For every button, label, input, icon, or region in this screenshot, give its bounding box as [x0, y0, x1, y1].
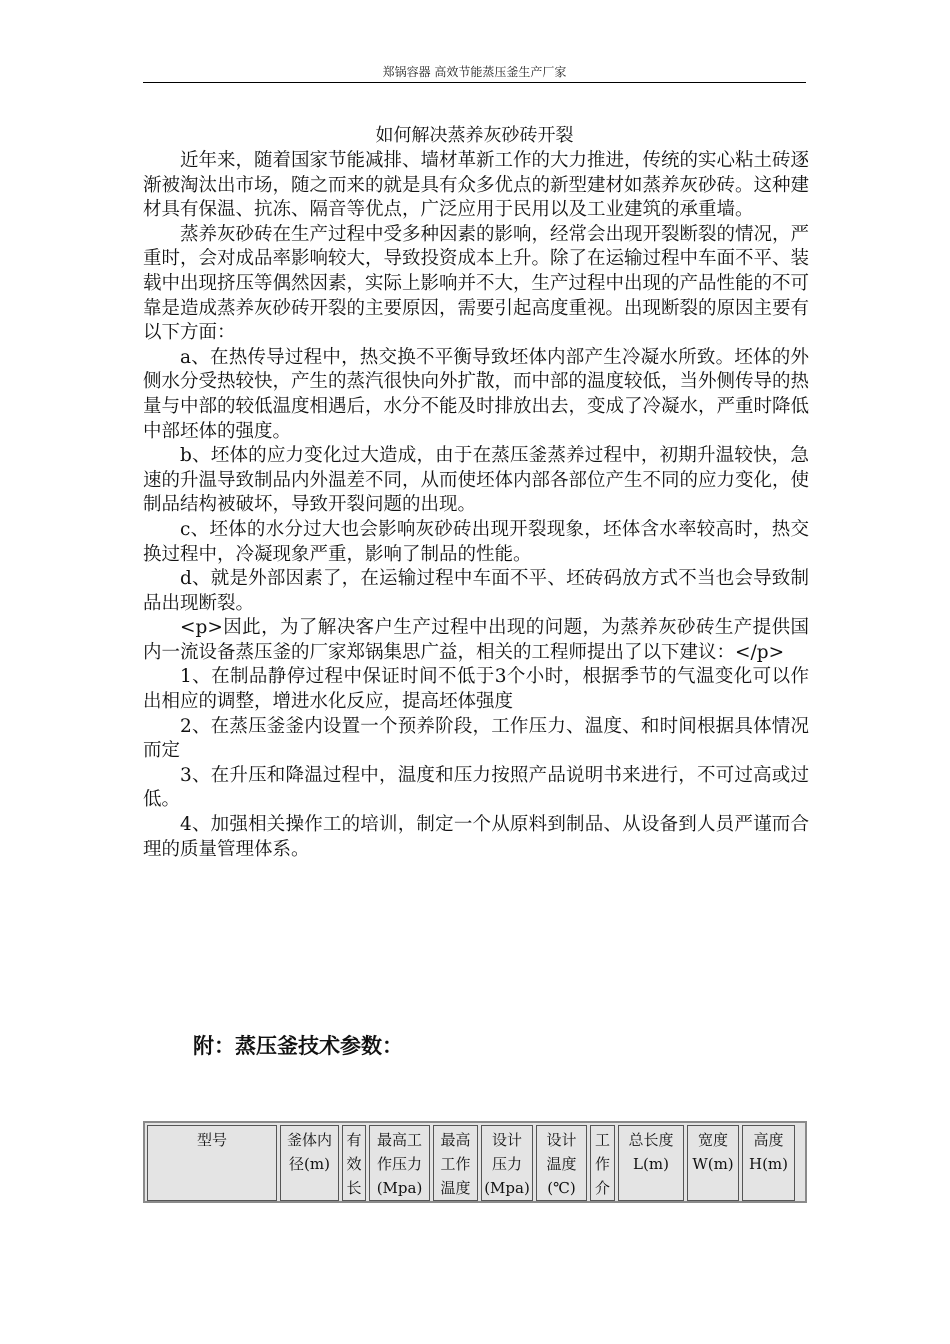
table-header-cell: [433, 1125, 478, 1201]
header-text: 设计 温度 (℃): [546, 1131, 577, 1197]
paragraph: <p>因此，为了解决客户生产过程中出现的问题，为蒸养灰砂砖生产提供国内一流设备蒸压釜的厂家郑锅集思广益，相关的工程师提出了以下建议：</p>: [143, 617, 809, 663]
spec-table: [143, 1121, 807, 1203]
header-text: 型号: [196, 1131, 227, 1149]
paragraph: d、就是外部因素了，在运输过程中车面不平、坯砖码放方式不当也会导致制品出现断裂。: [143, 568, 809, 614]
paragraph: 蒸养灰砂砖在生产过程中受多种因素的影响，经常会出现开裂断裂的情况，严重时，会对成品率影响较大，导致投资成本上升。除了在运输过程中车面不平、装载中出现挤压等偶然因素，实际上影响并不大，生产过程中出现的产品性能的不可靠是造成蒸养灰砂砖开裂的主要原因，需要引起高度重视。出现断裂的原因主要有以下方面：: [143, 223, 810, 344]
paragraph: 2、在蒸压釜釜内设置一个预养阶段，工作压力、温度、和时间根据具体情况而定: [143, 715, 809, 762]
paragraph: a、在热传导过程中，热交换不平衡导致坯体内部产生冷凝水所致。坯体的外侧水分受热较快，产生的蒸汽很快向外扩散，而中部的温度较低，当外侧传导的热量与中部的较低温度相遇后，水分不能及时排放出去，变成了冷凝水，严重时降低中部坯体的强度。: [143, 346, 810, 442]
page-header: 郑锅容器 高效节能蒸压釜生产厂家: [143, 62, 806, 83]
table-header-cell: [742, 1125, 795, 1201]
table-header-cell: [687, 1125, 739, 1201]
header-text: 总长度 L(m): [628, 1131, 674, 1173]
table-header-cell: [618, 1125, 684, 1201]
header-text: 有 效 长: [346, 1131, 362, 1197]
paragraph: b、坯体的应力变化过大造成，由于在蒸压釜蒸养过程中，初期升温较快，急速的升温导致制品内外温差不同，从而使坯体内部各部位产生不同的应力变化，使制品结构被破坏，导致开裂问题的出现。: [143, 445, 810, 516]
table-header-cell: [369, 1125, 430, 1201]
paragraph: c、坯体的水分过大也会影响灰砂砖出现开裂现象，坯体含水率较高时，热交换过程中，冷凝现象严重，影响了制品的性能。: [143, 518, 809, 565]
table-header-cell: [147, 1125, 277, 1201]
appendix-heading: 附：蒸压釜技术参数：: [193, 1034, 403, 1058]
header-text: 设计 压力 (Mpa): [484, 1131, 530, 1197]
table-header-cell: [481, 1125, 533, 1201]
table-header-cell: [280, 1125, 339, 1201]
paragraph: 4、加强相关操作工的培训，制定一个从原料到制品、从设备到人员严谨而合理的质量管理体系。: [143, 814, 809, 860]
article-body: [143, 149, 809, 862]
paragraph: 3、在升压和降温过程中，温度和压力按照产品说明书来进行，不可过高或过低。: [143, 764, 809, 811]
table-header-cell: [342, 1125, 366, 1201]
paragraph: 近年来，随着国家节能减排、墙材革新工作的大力推进，传统的实心粘土砖逐渐被淘汰出市场，随之而来的就是具有众多优点的新型建材如蒸养灰砂砖。这种建材具有保温、抗冻、隔音等优点，广泛应用于民用以及工业建筑的承重墙。: [143, 150, 810, 221]
article-title: 如何解决蒸养灰砂砖开裂: [375, 125, 574, 146]
header-text: 釜体内 径(m): [286, 1131, 332, 1173]
table-header-cell: [536, 1125, 587, 1201]
paragraph: 1、在制品静停过程中保证时间不低于3个小时，根据季节的气温变化可以作出相应的调整，增进水化反应，提高坯体强度: [143, 666, 809, 713]
header-text: 工 作 介: [594, 1131, 610, 1197]
header-text: 宽度 W(m): [692, 1131, 734, 1173]
table-header-cell: [590, 1125, 615, 1201]
header-text: 最高 工作 温度: [440, 1131, 471, 1197]
header-text: 高度 H(m): [748, 1131, 788, 1173]
header-text: 最高工 作压力 (Mpa): [376, 1131, 423, 1197]
